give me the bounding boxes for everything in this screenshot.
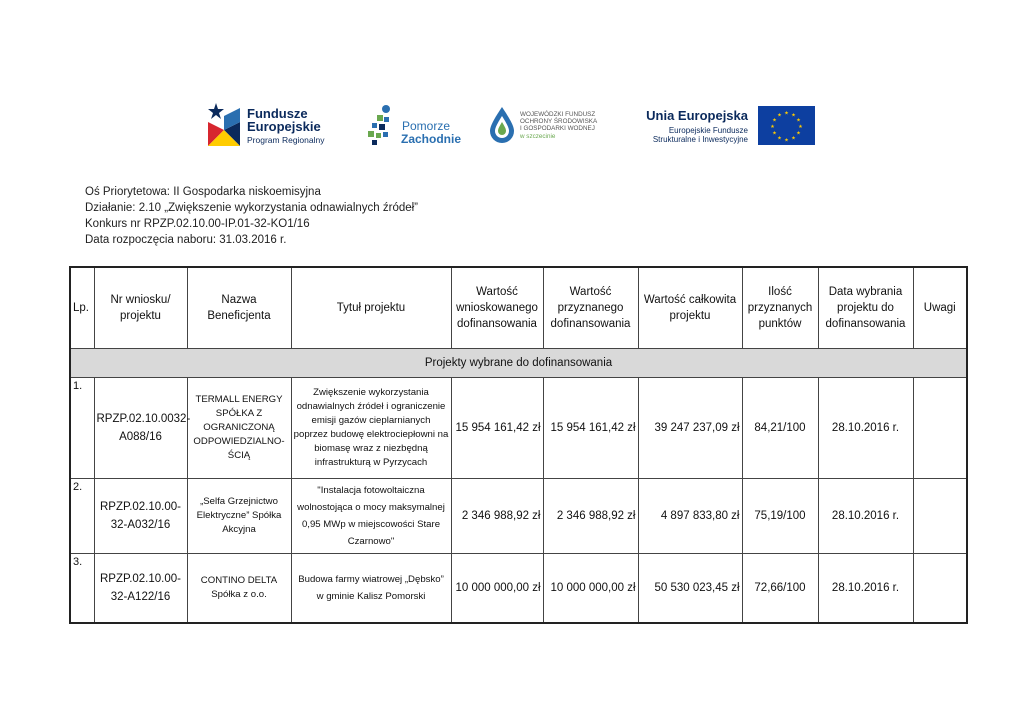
cell-nr: RPZP.02.10.00-32-A122/16 xyxy=(94,554,187,624)
cell-tytul: Zwiększenie wykorzystania odnawialnych źródeł i ograniczenie emisji gazów cieplarnianych poprzez budowę elektrociepłowni na biomasę wraz z niezbędną infrastrukturą w Pyrzycach xyxy=(291,378,451,479)
table-row xyxy=(70,378,967,479)
wfos-line2: OCHRONY ŚRODOWISKA xyxy=(520,118,598,125)
cell-punkty: 84,21/100 xyxy=(742,378,818,479)
water-drop-icon xyxy=(488,106,516,144)
ue-subtitle-line2: Strukturalne i Inwestycyjne xyxy=(652,135,748,144)
cell-punkty: 75,19/100 xyxy=(742,479,818,554)
header-punkty: Ilość przyznanych punktów xyxy=(742,267,818,349)
fundusze-europejskie-logo xyxy=(208,98,333,150)
wfos-line1: WOJEWÓDZKI FUNDUSZ xyxy=(520,111,596,118)
cell-nr: RPZP.02.10.0032-A088/16 xyxy=(94,378,187,479)
competition-info xyxy=(85,184,418,248)
pomorze-zachodnie-mark-icon xyxy=(366,103,396,147)
cell-data: 28.10.2016 r. xyxy=(818,479,913,554)
cell-nr: RPZP.02.10.00-32-A032/16 xyxy=(94,479,187,554)
cell-wnioskowana: 2 346 988,92 zł xyxy=(451,479,543,554)
header-beneficjent: Nazwa Beneficjenta xyxy=(187,267,291,349)
cell-uwagi xyxy=(913,378,967,479)
wfosigw-logo xyxy=(488,104,600,146)
wfos-line3: I GOSPODARKI WODNEJ xyxy=(520,125,595,132)
fundusze-title-line1: Fundusze xyxy=(247,106,308,121)
cell-beneficjent: „Selfa Grzejnictwo Elektryczne” Spółka Akcyjna xyxy=(187,479,291,554)
eu-flag-icon xyxy=(758,106,815,145)
wfos-line4: w szczecinie xyxy=(520,133,556,140)
svg-text:★: ★ xyxy=(772,130,777,137)
cell-calkowita: 4 897 833,80 zł xyxy=(638,479,742,554)
svg-text:★: ★ xyxy=(777,112,782,119)
cell-przyznana: 15 954 161,42 zł xyxy=(543,378,638,479)
ue-subtitle-line1: Europejskie Fundusze xyxy=(668,126,748,135)
header-lp: Lp. xyxy=(70,267,94,349)
header-wnioskowana: Wartość wnioskowanego dofinansowania xyxy=(451,267,543,349)
header-calkowita: Wartość całkowita projektu xyxy=(638,267,742,349)
cell-data: 28.10.2016 r. xyxy=(818,378,913,479)
cell-wnioskowana: 15 954 161,42 zł xyxy=(451,378,543,479)
cell-beneficjent: CONTINO DELTA Spółka z o.o. xyxy=(187,554,291,624)
svg-text:★: ★ xyxy=(791,112,796,119)
cell-lp: 3. xyxy=(70,554,94,624)
svg-text:★: ★ xyxy=(784,110,789,117)
header-tytul: Tytuł projektu xyxy=(291,267,451,349)
cell-uwagi xyxy=(913,554,967,624)
table-header-row xyxy=(70,267,967,349)
header-przyznana: Wartość przyznanego dofinansowania xyxy=(543,267,638,349)
svg-text:★: ★ xyxy=(777,135,782,142)
priority-axis: Oś Priorytetowa: II Gospodarka niskoemisyjna xyxy=(85,186,321,198)
cell-lp: 2. xyxy=(70,479,94,554)
svg-text:★: ★ xyxy=(772,117,777,124)
cell-przyznana: 2 346 988,92 zł xyxy=(543,479,638,554)
svg-text:★: ★ xyxy=(791,135,796,142)
table-row xyxy=(70,554,967,624)
svg-text:★: ★ xyxy=(796,117,801,124)
table-row xyxy=(70,479,967,554)
zachodnie-text: Zachodnie xyxy=(401,132,462,146)
cell-uwagi xyxy=(913,479,967,554)
svg-text:★: ★ xyxy=(770,124,775,130)
call-start-date: Data rozpoczęcia naboru: 31.03.2016 r. xyxy=(85,234,287,246)
unia-europejska-logo xyxy=(638,106,818,146)
svg-text:★: ★ xyxy=(784,137,789,144)
ue-title: Unia Europejska xyxy=(646,108,748,123)
cell-calkowita: 39 247 237,09 zł xyxy=(638,378,742,479)
projects-table xyxy=(69,266,968,624)
fundusze-title-line2: Europejskie xyxy=(247,119,321,134)
header-data: Data wybrania projektu do dofinansowania xyxy=(818,267,913,349)
section-row xyxy=(70,349,967,378)
fundusze-europejskie-mark-icon xyxy=(208,100,240,148)
cell-przyznana: 10 000 000,00 zł xyxy=(543,554,638,624)
competition-number: Konkurs nr RPZP.02.10.00-IP.01-32-KO1/16 xyxy=(85,218,310,230)
header-nr: Nr wniosku/ projektu xyxy=(94,267,187,349)
pomorze-text: Pomorze xyxy=(402,119,451,133)
svg-text:★: ★ xyxy=(798,124,803,130)
cell-punkty: 72,66/100 xyxy=(742,554,818,624)
svg-text:★: ★ xyxy=(796,130,801,137)
cell-tytul: "Instalacja fotowoltaiczna wolnostojąca o mocy maksymalnej 0,95 MWp w miejscowości Stare Czarnowo" xyxy=(291,479,451,554)
cell-wnioskowana: 10 000 000,00 zł xyxy=(451,554,543,624)
pomorze-zachodnie-logo xyxy=(366,103,462,147)
cell-tytul: Budowa farmy wiatrowej „Dębsko” w gminie Kalisz Pomorski xyxy=(291,554,451,624)
section-title: Projekty wybrane do dofinansowania xyxy=(70,349,967,378)
fundusze-subtitle: Program Regionalny xyxy=(247,135,325,145)
cell-calkowita: 50 530 023,45 zł xyxy=(638,554,742,624)
header-uwagi: Uwagi xyxy=(913,267,967,349)
measure: Działanie: 2.10 „Zwiększenie wykorzystania odnawialnych źródeł” xyxy=(85,202,419,214)
cell-data: 28.10.2016 r. xyxy=(818,554,913,624)
cell-lp: 1. xyxy=(70,378,94,479)
cell-beneficjent: TERMALL ENERGY SPÓŁKA Z OGRANICZONĄ ODPOWIEDZIALNO-ŚCIĄ xyxy=(187,378,291,479)
